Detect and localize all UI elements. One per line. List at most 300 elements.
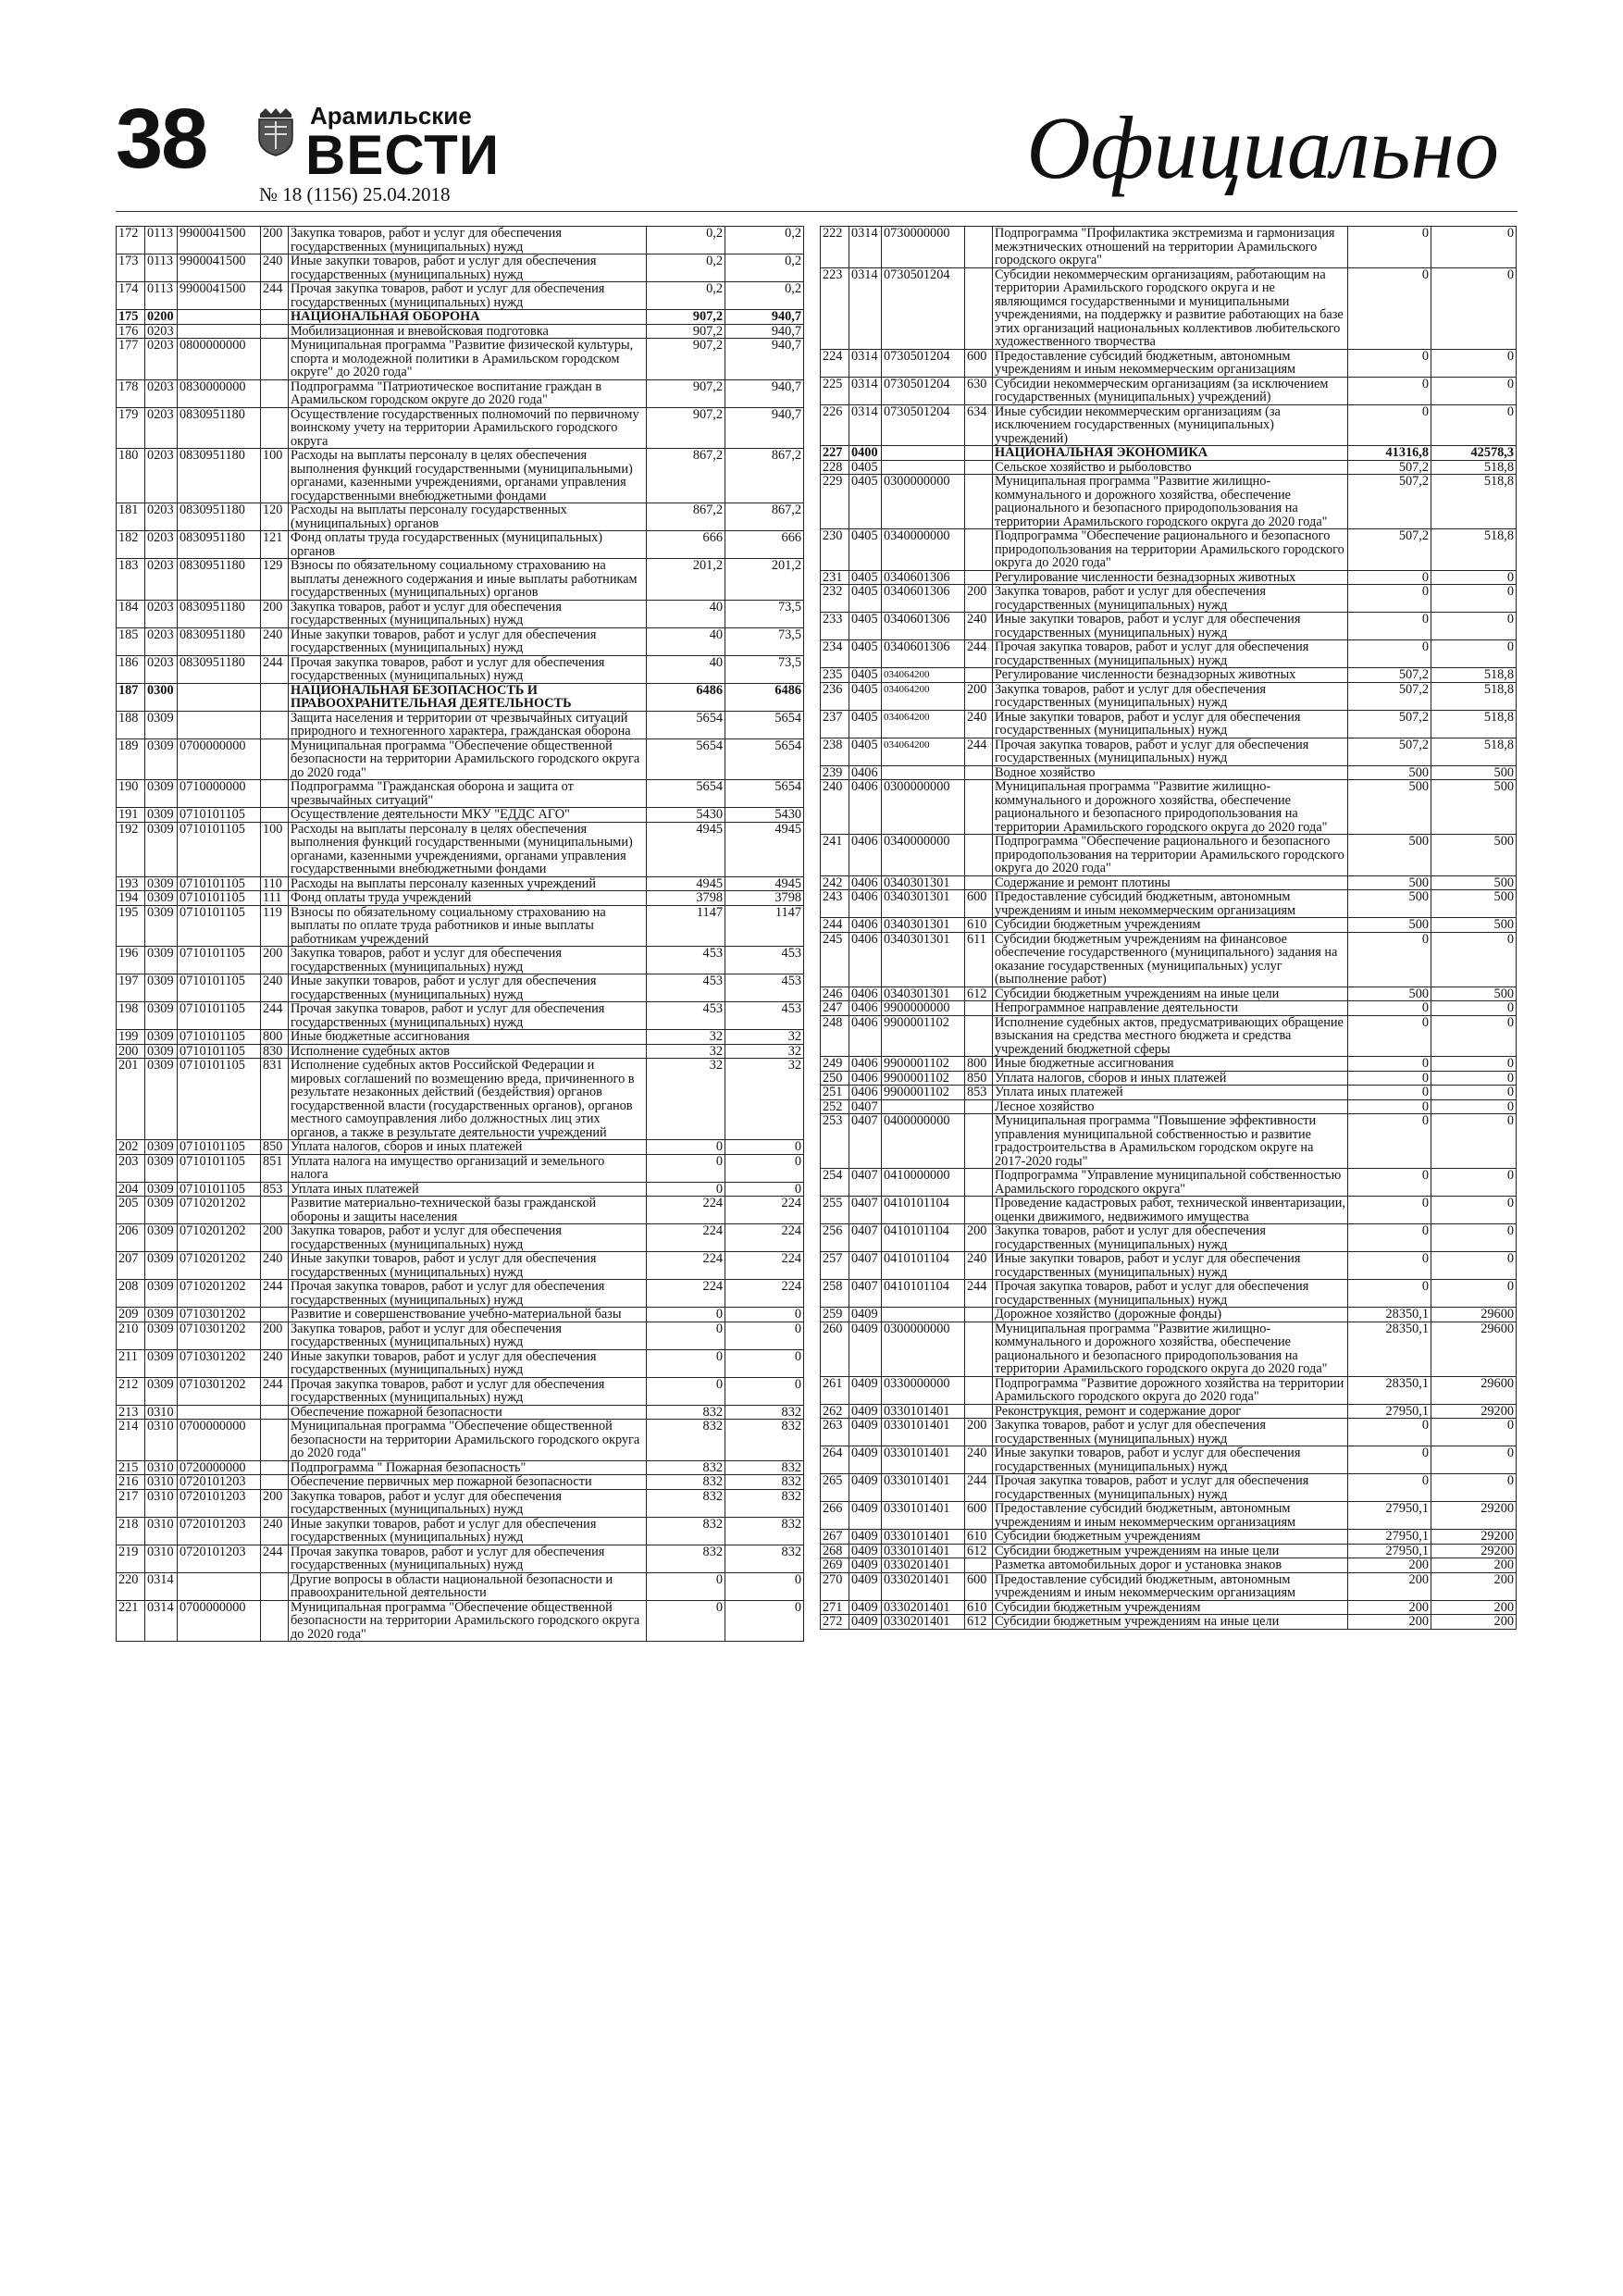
- expense-type-code: 240: [261, 1349, 289, 1377]
- row-number: 172: [117, 227, 145, 254]
- target-article-code: [178, 1405, 261, 1420]
- table-row: [117, 822, 804, 876]
- amount-2019: 0: [1348, 585, 1431, 613]
- target-article-code: 0710101105: [178, 1182, 261, 1197]
- section-code: 0409: [849, 1558, 882, 1573]
- item-name: Водное хозяйство: [993, 765, 1348, 780]
- section-code: 0310: [145, 1405, 178, 1420]
- expense-type-code: [965, 1015, 993, 1057]
- row-number: 247: [821, 1001, 849, 1016]
- target-article-code: [882, 1308, 965, 1322]
- item-name: Предоставление субсидий бюджетным, автономным учреждениям и иным некоммерческим организациям: [993, 349, 1348, 377]
- table-row: [117, 1349, 804, 1377]
- section-code: 0406: [849, 1057, 882, 1072]
- table-row: [117, 1545, 804, 1572]
- target-article-code: 0830951180: [178, 531, 261, 559]
- amount-2020: 0: [725, 1322, 804, 1349]
- amount-2019: 6486: [647, 683, 725, 711]
- amount-2019: 0: [1348, 1099, 1431, 1114]
- section-code: 0309: [145, 974, 178, 1002]
- amount-2019: 28350,1: [1348, 1308, 1431, 1322]
- header-rule: [116, 211, 1518, 212]
- section-code: 0407: [849, 1280, 882, 1308]
- row-number: 241: [821, 835, 849, 876]
- amount-2019: 200: [1348, 1572, 1431, 1600]
- table-row: [821, 613, 1517, 640]
- amount-2020: 29200: [1431, 1530, 1517, 1545]
- item-name: Иные закупки товаров, работ и услуг для обеспечения государственных (муниципальных) нужд: [289, 974, 647, 1002]
- item-name: Иные закупки товаров, работ и услуг для обеспечения государственных (муниципальных) нужд: [289, 254, 647, 282]
- row-number: 259: [821, 1308, 849, 1322]
- section-code: 0406: [849, 765, 882, 780]
- row-number: 240: [821, 780, 849, 835]
- amount-2020: 666: [725, 531, 804, 559]
- expense-type-code: 200: [261, 1322, 289, 1349]
- item-name: Субсидии некоммерческим организациям (за исключением государственных (муниципальных) учреждений): [993, 377, 1348, 404]
- item-name: Прочая закупка товаров, работ и услуг для обеспечения государственных (муниципальных) нужд: [993, 640, 1348, 668]
- row-number: 203: [117, 1154, 145, 1182]
- row-number: 248: [821, 1015, 849, 1057]
- row-number: 257: [821, 1252, 849, 1280]
- amount-2020: 518,8: [1431, 475, 1517, 529]
- amount-2019: 200: [1348, 1615, 1431, 1630]
- table-row: [821, 267, 1517, 349]
- item-name: Уплата налогов, сборов и иных платежей: [993, 1071, 1348, 1086]
- expense-type-code: [261, 1460, 289, 1475]
- amount-2020: 500: [1431, 987, 1517, 1001]
- section-code: 0203: [145, 559, 178, 601]
- expense-type-code: [261, 1420, 289, 1461]
- expense-type-code: 600: [965, 1572, 993, 1600]
- row-number: 261: [821, 1376, 849, 1404]
- target-article-code: 0710301202: [178, 1322, 261, 1349]
- target-article-code: 9900001102: [882, 1015, 965, 1057]
- target-article-code: 0330000000: [882, 1376, 965, 1404]
- coat-of-arms-icon: [256, 106, 295, 156]
- amount-2020: 940,7: [725, 324, 804, 339]
- expense-type-code: [261, 1600, 289, 1642]
- amount-2020: 4945: [725, 876, 804, 891]
- row-number: 265: [821, 1474, 849, 1502]
- table-row: [821, 585, 1517, 613]
- amount-2020: 0,2: [725, 227, 804, 254]
- amount-2019: 200: [1348, 1600, 1431, 1615]
- row-number: 262: [821, 1404, 849, 1419]
- target-article-code: 0410101104: [882, 1224, 965, 1252]
- item-name: Расходы на выплаты персоналу казенных учреждений: [289, 876, 647, 891]
- expense-type-code: 200: [965, 1419, 993, 1446]
- table-row: [821, 932, 1517, 987]
- item-name: Уплата иных платежей: [993, 1086, 1348, 1100]
- row-number: 215: [117, 1460, 145, 1475]
- row-number: 227: [821, 446, 849, 461]
- item-name: НАЦИОНАЛЬНАЯ ОБОРОНА: [289, 310, 647, 325]
- item-name: Развитие и совершенствование учебно-материальной базы: [289, 1308, 647, 1322]
- row-number: 213: [117, 1405, 145, 1420]
- item-name: Прочая закупка товаров, работ и услуг для обеспечения государственных (муниципальных) нужд: [289, 1002, 647, 1030]
- section-code: 0409: [849, 1615, 882, 1630]
- section-code: 0203: [145, 531, 178, 559]
- row-number: 173: [117, 254, 145, 282]
- table-row: [117, 449, 804, 503]
- target-article-code: [882, 1099, 965, 1114]
- amount-2020: 500: [1431, 918, 1517, 933]
- table-row: [821, 710, 1517, 738]
- target-article-code: 9900001102: [882, 1057, 965, 1072]
- item-name: Подпрограмма "Гражданская оборона и защита от чрезвычайных ситуаций": [289, 780, 647, 808]
- table-row: [821, 227, 1517, 268]
- section-code: 0309: [145, 1059, 178, 1140]
- amount-2019: 0: [647, 1322, 725, 1349]
- section-code: 0203: [145, 600, 178, 627]
- table-row: [821, 1224, 1517, 1252]
- amount-2019: 0: [647, 1572, 725, 1600]
- target-article-code: 0410101104: [882, 1252, 965, 1280]
- item-name: Субсидии бюджетным учреждениям: [993, 1600, 1348, 1615]
- row-number: 191: [117, 808, 145, 823]
- expense-type-code: [261, 683, 289, 711]
- amount-2019: 907,2: [647, 407, 725, 449]
- section-code: 0406: [849, 890, 882, 918]
- expense-type-code: 610: [965, 1530, 993, 1545]
- amount-2020: 518,8: [1431, 668, 1517, 683]
- row-number: 235: [821, 668, 849, 683]
- item-name: Регулирование численности безнадзорных животных: [993, 570, 1348, 585]
- row-number: 233: [821, 613, 849, 640]
- amount-2019: 0: [1348, 613, 1431, 640]
- item-name: Закупка товаров, работ и услуг для обеспечения государственных (муниципальных) нужд: [289, 227, 647, 254]
- row-number: 182: [117, 531, 145, 559]
- amount-2020: 0: [1431, 640, 1517, 668]
- expense-type-code: 612: [965, 1544, 993, 1558]
- item-name: Субсидии бюджетным учреждениям на иные цели: [993, 1544, 1348, 1558]
- target-article-code: [882, 765, 965, 780]
- target-article-code: 0330101401: [882, 1474, 965, 1502]
- section-code: 0309: [145, 1154, 178, 1182]
- row-number: 188: [117, 711, 145, 738]
- table-row: [821, 640, 1517, 668]
- table-row: [117, 1322, 804, 1349]
- target-article-code: [178, 324, 261, 339]
- section-code: 0300: [145, 683, 178, 711]
- section-code: 0310: [145, 1460, 178, 1475]
- section-code: 0203: [145, 407, 178, 449]
- item-name: Закупка товаров, работ и услуг для обеспечения государственных (муниципальных) нужд: [993, 585, 1348, 613]
- expense-type-code: 244: [261, 1545, 289, 1572]
- item-name: Реконструкция, ремонт и содержание дорог: [993, 1404, 1348, 1419]
- amount-2020: 453: [725, 947, 804, 974]
- target-article-code: 0330201401: [882, 1600, 965, 1615]
- row-number: 249: [821, 1057, 849, 1072]
- item-name: Развитие материально-технической базы гражданской обороны и защиты населения: [289, 1197, 647, 1224]
- row-number: 205: [117, 1197, 145, 1224]
- row-number: 217: [117, 1489, 145, 1517]
- target-article-code: 0330101401: [882, 1530, 965, 1545]
- amount-2019: 5654: [647, 738, 725, 780]
- section-code: 0407: [849, 1099, 882, 1114]
- target-article-code: 0710301202: [178, 1308, 261, 1322]
- section-code: 0309: [145, 891, 178, 906]
- target-article-code: 0830951180: [178, 559, 261, 601]
- target-article-code: 0710101105: [178, 876, 261, 891]
- expense-type-code: 612: [965, 1615, 993, 1630]
- amount-2020: 0: [1431, 349, 1517, 377]
- amount-2020: 0: [1431, 613, 1517, 640]
- amount-2019: 40: [647, 600, 725, 627]
- item-name: НАЦИОНАЛЬНАЯ ЭКОНОМИКА: [993, 446, 1348, 461]
- amount-2020: 518,8: [1431, 529, 1517, 571]
- amount-2019: 0: [1348, 1015, 1431, 1057]
- expense-type-code: 119: [261, 905, 289, 947]
- expense-type-code: 200: [965, 585, 993, 613]
- amount-2019: 224: [647, 1252, 725, 1280]
- row-number: 230: [821, 529, 849, 571]
- section-code: 0409: [849, 1446, 882, 1474]
- target-article-code: 0330101401: [882, 1419, 965, 1446]
- row-number: 272: [821, 1615, 849, 1630]
- target-article-code: [178, 1572, 261, 1600]
- amount-2019: 0: [1348, 227, 1431, 268]
- amount-2020: 0: [1431, 585, 1517, 613]
- item-name: Иные закупки товаров, работ и услуг для обеспечения государственных (муниципальных) нужд: [993, 1252, 1348, 1280]
- expense-type-code: 612: [965, 987, 993, 1001]
- amount-2019: 832: [647, 1475, 725, 1490]
- target-article-code: 0710301202: [178, 1349, 261, 1377]
- item-name: Иные закупки товаров, работ и услуг для обеспечения государственных (муниципальных) нужд: [289, 1252, 647, 1280]
- amount-2020: 4945: [725, 822, 804, 876]
- table-row: [821, 404, 1517, 446]
- amount-2020: 832: [725, 1460, 804, 1475]
- amount-2020: 0: [1431, 267, 1517, 349]
- amount-2019: 500: [1348, 765, 1431, 780]
- table-row: [821, 1446, 1517, 1474]
- section-code: 0309: [145, 1182, 178, 1197]
- target-article-code: 0710101105: [178, 808, 261, 823]
- expense-type-code: [965, 1169, 993, 1197]
- target-article-code: 0710101105: [178, 974, 261, 1002]
- amount-2020: 518,8: [1431, 460, 1517, 475]
- row-number: 242: [821, 875, 849, 890]
- expense-type-code: 244: [965, 738, 993, 765]
- amount-2019: 5654: [647, 711, 725, 738]
- section-code: 0405: [849, 682, 882, 710]
- amount-2019: 0: [647, 1308, 725, 1322]
- section-code: 0405: [849, 710, 882, 738]
- item-name: Иные закупки товаров, работ и услуг для обеспечения государственных (муниципальных) нужд: [993, 1446, 1348, 1474]
- target-article-code: 0710101105: [178, 1030, 261, 1045]
- amount-2020: 29600: [1431, 1322, 1517, 1376]
- section-code: 0406: [849, 1015, 882, 1057]
- amount-2019: 507,2: [1348, 475, 1431, 529]
- target-article-code: 0710101105: [178, 1154, 261, 1182]
- item-name: Закупка товаров, работ и услуг для обеспечения государственных (муниципальных) нужд: [289, 947, 647, 974]
- table-row: [821, 570, 1517, 585]
- amount-2019: 27950,1: [1348, 1404, 1431, 1419]
- brand-title: ВЕСТИ: [305, 124, 500, 186]
- target-article-code: 0330201401: [882, 1558, 965, 1573]
- amount-2020: 940,7: [725, 339, 804, 380]
- expense-type-code: [261, 379, 289, 407]
- expense-type-code: [261, 780, 289, 808]
- table-row: [117, 1405, 804, 1420]
- section-code: 0314: [849, 349, 882, 377]
- section-code: 0406: [849, 835, 882, 876]
- item-name: Исполнение судебных актов Российской Федерации и мировых соглашений по возмещению вреда, причиненного в результате незаконных действий (бездействия) органов государственной власти (государственных органов), органов местного самоуправления либо должностных лиц этих органов, а также в результате деятельности учреждений: [289, 1059, 647, 1140]
- amount-2020: 0: [1431, 932, 1517, 987]
- expense-type-code: 200: [261, 947, 289, 974]
- item-name: Иные закупки товаров, работ и услуг для обеспечения государственных (муниципальных) нужд: [289, 1517, 647, 1545]
- item-name: Субсидии бюджетным учреждениям: [993, 918, 1348, 933]
- amount-2020: 0: [1431, 1114, 1517, 1169]
- table-row: [821, 682, 1517, 710]
- target-article-code: 0710101105: [178, 822, 261, 876]
- amount-2020: 0: [725, 1377, 804, 1405]
- amount-2019: 224: [647, 1224, 725, 1252]
- section-code: 0203: [145, 449, 178, 503]
- expense-type-code: 831: [261, 1059, 289, 1140]
- expense-type-code: [261, 324, 289, 339]
- expense-type-code: 830: [261, 1044, 289, 1059]
- amount-2020: 224: [725, 1280, 804, 1308]
- expense-type-code: 610: [965, 918, 993, 933]
- item-name: Прочая закупка товаров, работ и услуг для обеспечения государственных (муниципальных) нужд: [289, 655, 647, 683]
- amount-2020: 0: [1431, 570, 1517, 585]
- expense-type-code: [261, 1308, 289, 1322]
- expense-type-code: 244: [261, 282, 289, 310]
- section-code: 0309: [145, 1280, 178, 1308]
- table-row: [117, 808, 804, 823]
- row-number: 189: [117, 738, 145, 780]
- section-code: 0309: [145, 808, 178, 823]
- amount-2020: 940,7: [725, 310, 804, 325]
- target-article-code: 0710101105: [178, 1044, 261, 1059]
- amount-2020: 5654: [725, 738, 804, 780]
- expense-type-code: [965, 1322, 993, 1376]
- amount-2020: 518,8: [1431, 682, 1517, 710]
- row-number: 183: [117, 559, 145, 601]
- amount-2020: 0,2: [725, 254, 804, 282]
- amount-2019: 0: [1348, 1419, 1431, 1446]
- amount-2020: 224: [725, 1252, 804, 1280]
- amount-2020: 0: [725, 1140, 804, 1155]
- expense-type-code: [965, 267, 993, 349]
- amount-2019: 0: [647, 1182, 725, 1197]
- table-row: [117, 947, 804, 974]
- amount-2020: 6486: [725, 683, 804, 711]
- section-code: 0203: [145, 627, 178, 655]
- target-article-code: 0710101105: [178, 1140, 261, 1155]
- section-title: Официально: [1026, 98, 1499, 197]
- expense-type-code: 121: [261, 531, 289, 559]
- section-code: 0406: [849, 875, 882, 890]
- item-name: Разметка автомобильных дорог и установка знаков: [993, 1558, 1348, 1573]
- table-row: [117, 1044, 804, 1059]
- item-name: Муниципальная программа "Обеспечение общественной безопасности на территории Арамильского городского округа до 2020 года": [289, 738, 647, 780]
- section-code: 0407: [849, 1252, 882, 1280]
- section-code: 0405: [849, 585, 882, 613]
- item-name: Муниципальная программа "Обеспечение общественной безопасности на территории Арамильского городского округа до 2020 года": [289, 1600, 647, 1642]
- amount-2020: 500: [1431, 765, 1517, 780]
- item-name: Муниципальная программа "Развитие жилищно-коммунального и дорожного хозяйства, обеспечение рационального и безопасного природопользования на территории Арамильского городского округа до 2020 года": [993, 780, 1348, 835]
- amount-2019: 28350,1: [1348, 1322, 1431, 1376]
- row-number: 268: [821, 1544, 849, 1558]
- table-row: [117, 227, 804, 254]
- amount-2020: 518,8: [1431, 710, 1517, 738]
- item-name: Регулирование численности безнадзорных животных: [993, 668, 1348, 683]
- amount-2020: 0: [1431, 1197, 1517, 1224]
- table-row: [821, 1530, 1517, 1545]
- target-article-code: 0340301301: [882, 918, 965, 933]
- amount-2020: 42578,3: [1431, 446, 1517, 461]
- amount-2019: 0,2: [647, 254, 725, 282]
- target-article-code: [882, 460, 965, 475]
- item-name: Подпрограмма "Патриотическое воспитание граждан в Арамильском городском округе до 2020 года": [289, 379, 647, 407]
- target-article-code: 0330201401: [882, 1572, 965, 1600]
- table-row: [117, 1308, 804, 1322]
- section-code: 0203: [145, 379, 178, 407]
- amount-2019: 832: [647, 1420, 725, 1461]
- amount-2020: 500: [1431, 835, 1517, 876]
- row-number: 209: [117, 1308, 145, 1322]
- target-article-code: 0330101401: [882, 1544, 965, 1558]
- item-name: Сельское хозяйство и рыболовство: [993, 460, 1348, 475]
- amount-2020: 29200: [1431, 1544, 1517, 1558]
- table-row: [821, 890, 1517, 918]
- section-code: 0314: [849, 227, 882, 268]
- expense-type-code: [261, 310, 289, 325]
- amount-2019: 5430: [647, 808, 725, 823]
- section-code: 0309: [145, 947, 178, 974]
- amount-2019: 0: [1348, 932, 1431, 987]
- item-name: Осуществление государственных полномочий по первичному воинскому учету на территории Арамильского городского округа: [289, 407, 647, 449]
- amount-2020: 500: [1431, 875, 1517, 890]
- item-name: Закупка товаров, работ и услуг для обеспечения государственных (муниципальных) нужд: [993, 1224, 1348, 1252]
- item-name: Муниципальная программа "Повышение эффективности управления муниципальной собственностью и развитие градостроительства в Арамильском городском округе на 2017-2020 годы": [993, 1114, 1348, 1169]
- amount-2019: 1147: [647, 905, 725, 947]
- target-article-code: 0410000000: [882, 1169, 965, 1197]
- table-row: [117, 1059, 804, 1140]
- section-code: 0405: [849, 460, 882, 475]
- amount-2019: 867,2: [647, 449, 725, 503]
- row-number: 255: [821, 1197, 849, 1224]
- table-row: [821, 377, 1517, 404]
- amount-2019: 500: [1348, 875, 1431, 890]
- table-row: [117, 1030, 804, 1045]
- item-name: Подпрограмма "Управление муниципальной собственностью Арамильского городского округа": [993, 1169, 1348, 1197]
- section-code: 0310: [145, 1545, 178, 1572]
- table-row: [821, 446, 1517, 461]
- target-article-code: 0720101203: [178, 1517, 261, 1545]
- item-name: Исполнение судебных актов, предусматривающих обращение взыскания на средства местного бюджета и средства учреждений бюджетной сферы: [993, 1015, 1348, 1057]
- item-name: Иные закупки товаров, работ и услуг для обеспечения государственных (муниципальных) нужд: [993, 710, 1348, 738]
- item-name: Иные бюджетные ассигнования: [289, 1030, 647, 1045]
- amount-2019: 27950,1: [1348, 1544, 1431, 1558]
- amount-2020: 0: [1431, 1474, 1517, 1502]
- section-code: 0309: [145, 1030, 178, 1045]
- target-article-code: 9900000000: [882, 1001, 965, 1016]
- expense-type-code: [965, 875, 993, 890]
- table-row: [821, 1252, 1517, 1280]
- item-name: Иные закупки товаров, работ и услуг для обеспечения государственных (муниципальных) нужд: [289, 1349, 647, 1377]
- row-number: 199: [117, 1030, 145, 1045]
- section-code: 0406: [849, 1071, 882, 1086]
- row-number: 202: [117, 1140, 145, 1155]
- expense-type-code: [261, 407, 289, 449]
- expense-type-code: 244: [965, 640, 993, 668]
- amount-2019: 32: [647, 1059, 725, 1140]
- row-number: 222: [821, 227, 849, 268]
- item-name: Закупка товаров, работ и услуг для обеспечения государственных (муниципальных) нужд: [289, 600, 647, 627]
